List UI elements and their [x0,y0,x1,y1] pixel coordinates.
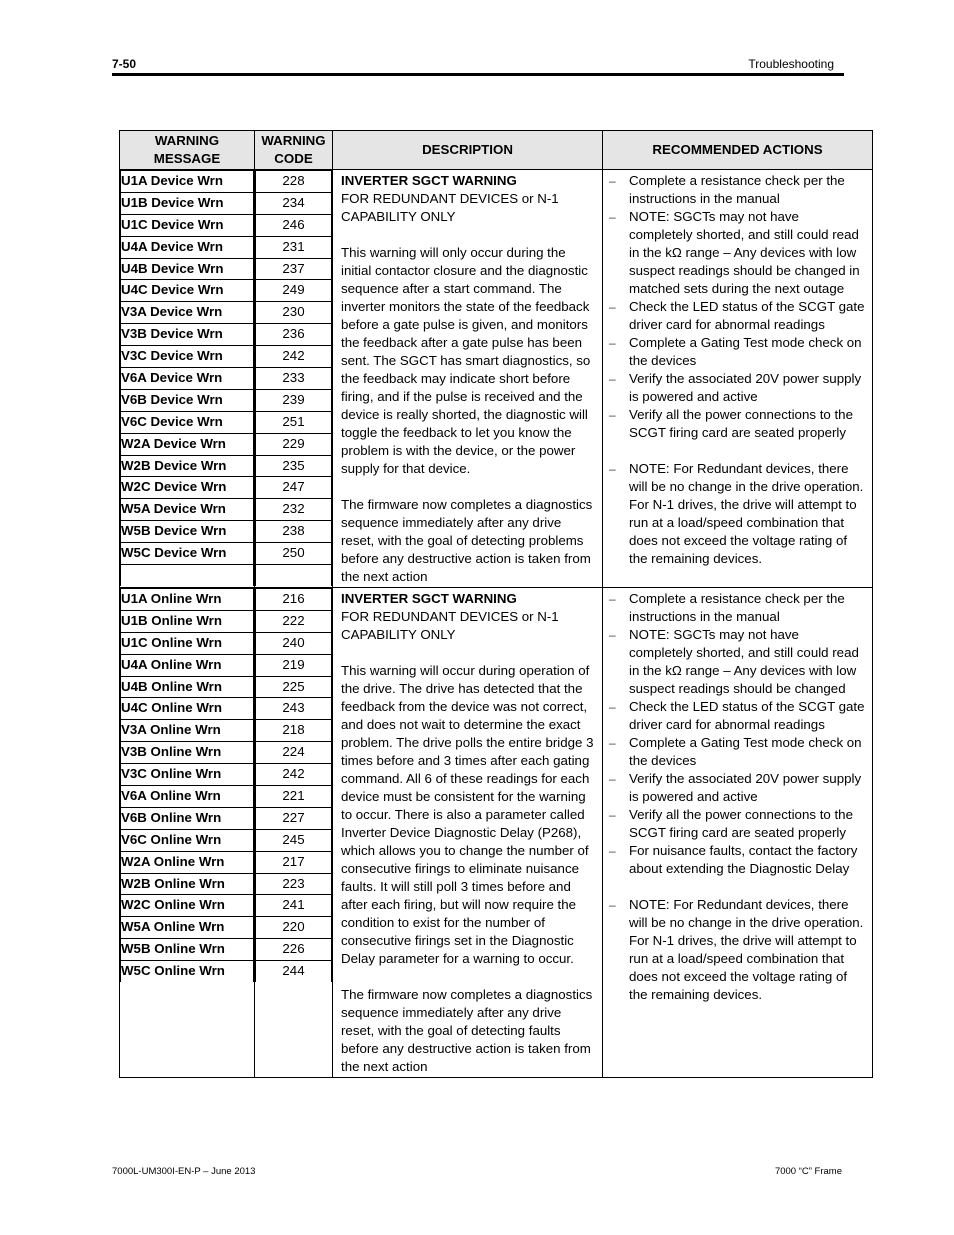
warning-code: 220 [256,917,332,939]
description-cell [333,170,603,588]
action-item [609,806,866,842]
warning-code: 244 [256,961,332,982]
warning-code: 234 [256,192,332,214]
warning-message: W5A Device Wrn [121,499,254,521]
warning-message: V3A Online Wrn [121,720,254,742]
warning-code [256,565,332,586]
action-text: Check the LED status of the SCGT gate driver card for abnormal readings [629,699,865,732]
header-rule [112,73,844,76]
warning-message: U4B Device Wrn [121,258,254,280]
action-text: For nuisance faults, contact the factory about extending the Diagnostic Delay [629,843,858,876]
action-item [609,370,866,406]
action-text: NOTE: For Redundant devices, there will be no change in the drive operation. For N-1 drives, the drive will attempt to run at a load/speed combination that does not exceed the voltage rating of the remaining devices. [629,897,864,1002]
bullet-dash-icon: – [609,700,616,714]
warning-code: 243 [256,698,332,720]
col-header-actions: RECOMMENDED ACTIONS [603,131,873,170]
warning-code: 242 [256,764,332,786]
col-header-code: WARNING CODE [255,131,333,170]
description-title: INVERTER SGCT WARNING [341,591,517,606]
description-paragraph: The firmware now completes a diagnostics sequence immediately after any drive reset, with the goal of detecting faults before any destructive action is taken from the next action [341,987,593,1074]
warning-code: 241 [256,895,332,917]
warning-message: V3B Device Wrn [121,324,254,346]
warning-code: 226 [256,939,332,961]
warning-group-row [120,588,873,1078]
action-item [609,334,866,370]
message-list-cell [120,170,255,588]
warning-code: 230 [256,302,332,324]
table-header-row [120,131,873,170]
warning-message: V6B Device Wrn [121,389,254,411]
warning-code: 250 [256,543,332,565]
action-item [609,298,866,334]
action-item [609,770,866,806]
warning-code: 231 [256,236,332,258]
action-item [609,626,866,698]
col-header-description: DESCRIPTION [333,131,603,170]
warning-table [119,130,873,1078]
description-cell [333,588,603,1078]
warning-message: U4C Online Wrn [121,698,254,720]
warning-message: V3B Online Wrn [121,742,254,764]
action-text: Complete a resistance check per the instructions in the manual [629,591,845,624]
description-paragraph: This warning will occur during operation of the drive. The drive has detected that the feedback from the device was not correct, and does not wait to determine the exact problem. The drive polls the entire bridge 3 times before and 3 times after each gating command. All 6 of these readings for each device must be consistent for the warning to occur. There is also a parameter called Inverter Device Diagnostic Delay (P268), which allows you to change the number of consecutive firings to eliminate nuisance faults. It will still poll 3 times before and after each firing, but will now require the condition to exist for the number of consecutive firings set in the Diagnostic Delay parameter for a warning to occur. [341,663,594,966]
warning-code: 223 [256,873,332,895]
warning-code: 224 [256,742,332,764]
warning-code: 233 [256,368,332,390]
bullet-dash-icon: – [609,372,616,386]
warning-code: 235 [256,455,332,477]
warning-message: V6B Online Wrn [121,807,254,829]
bullet-dash-icon: – [609,592,616,606]
description-paragraph: This warning will only occur during the initial contactor closure and the diagnostic sequence after a start command. The inverter monitors the state of the feedback before a gate pulse is given, and monitors the feedback after a gate pulse has been sent. The SGCT has smart diagnostics, so the feedback may indicate short before firing, and if the pulse is received and the device is really shorted, the diagnostic will toggle the feedback to let you know the problem is with the device, or the power supply for that device. [341,245,591,476]
warning-message: U1B Online Wrn [121,610,254,632]
warning-message: W2B Device Wrn [121,455,254,477]
warning-code: 237 [256,258,332,280]
footer-doc-id: 7000L-UM300I-EN-P – June 2013 [112,1166,256,1177]
action-item [609,896,866,1004]
action-text: Verify the associated 20V power supply is powered and active [629,771,862,804]
action-item [609,842,866,878]
warning-message: V3C Device Wrn [121,346,254,368]
warning-message: U1C Online Wrn [121,632,254,654]
warning-code: 242 [256,346,332,368]
warning-message [121,565,254,586]
action-text: NOTE: SGCTs may not have completely shorted, and still could read in the kΩ range – Any devices with low suspect readings should be changed in matched sets during the next outage [629,209,860,296]
warning-code: 245 [256,829,332,851]
action-item [609,734,866,770]
action-text: Verify all the power connections to the SCGT firing card are seated properly [629,407,853,440]
warning-code: 251 [256,411,332,433]
warning-message: W5A Online Wrn [121,917,254,939]
bullet-dash-icon: – [609,628,616,642]
bullet-dash-icon: – [609,462,616,476]
bullet-dash-icon: – [609,174,616,188]
warning-message: W5B Device Wrn [121,521,254,543]
warning-message: W2A Device Wrn [121,433,254,455]
action-text: Complete a resistance check per the instructions in the manual [629,173,845,206]
message-list-cell [120,588,255,1078]
bullet-dash-icon: – [609,408,616,422]
page-number: 7-50 [112,57,137,71]
warning-message: W2C Online Wrn [121,895,254,917]
col-header-message: WARNING MESSAGE [120,131,255,170]
action-text: Verify the associated 20V power supply is powered and active [629,371,862,404]
warning-message: W2A Online Wrn [121,851,254,873]
warning-message: U4A Online Wrn [121,654,254,676]
action-text: Check the LED status of the SCGT gate driver card for abnormal readings [629,299,865,332]
warning-code: 225 [256,676,332,698]
warning-code: 217 [256,851,332,873]
warning-code: 229 [256,433,332,455]
code-list-cell [255,170,333,588]
action-text: Verify all the power connections to the SCGT firing card are seated properly [629,807,853,840]
warning-code: 246 [256,214,332,236]
warning-message: U4A Device Wrn [121,236,254,258]
bullet-dash-icon: – [609,210,616,224]
warning-message: U4B Online Wrn [121,676,254,698]
action-item [609,406,866,442]
description-subtitle: FOR REDUNDANT DEVICES or N-1 CAPABILITY ONLY [341,191,559,224]
warning-code: 218 [256,720,332,742]
code-list-cell [255,588,333,1078]
description-paragraph: The firmware now completes a diagnostics sequence immediately after any drive reset, with the goal of detecting problems before any destructive action is taken from the next action [341,497,593,584]
warning-message: U1B Device Wrn [121,192,254,214]
bullet-dash-icon: – [609,300,616,314]
action-item [609,460,866,568]
action-text: NOTE: SGCTs may not have completely shorted, and still could read in the kΩ range – Any devices with low suspect readings should be changed [629,627,859,696]
warning-code: 240 [256,632,332,654]
warning-message: U1C Device Wrn [121,214,254,236]
warning-message: V3A Device Wrn [121,302,254,324]
warning-code: 236 [256,324,332,346]
action-text: NOTE: For Redundant devices, there will be no change in the drive operation. For N-1 drives, the drive will attempt to run at a load/speed combination that does not exceed the voltage rating of the remaining devices. [629,461,864,566]
description-title: INVERTER SGCT WARNING [341,173,517,188]
warning-code: 238 [256,521,332,543]
warning-code: 222 [256,610,332,632]
warning-message: W2C Device Wrn [121,477,254,499]
warning-code: 247 [256,477,332,499]
warning-message: U1A Online Wrn [121,589,254,611]
bullet-dash-icon: – [609,898,616,912]
warning-code: 227 [256,807,332,829]
bullet-dash-icon: – [609,844,616,858]
warning-message: V3C Online Wrn [121,764,254,786]
bullet-dash-icon: – [609,736,616,750]
bullet-dash-icon: – [609,336,616,350]
section-title: Troubleshooting [748,57,834,71]
action-item [609,698,866,734]
actions-cell [603,170,873,588]
actions-cell [603,588,873,1078]
warning-code: 221 [256,786,332,808]
warning-code: 216 [256,589,332,611]
warning-code: 239 [256,389,332,411]
action-item [609,590,866,626]
description-subtitle: FOR REDUNDANT DEVICES or N-1 CAPABILITY ONLY [341,609,559,642]
warning-message: V6A Online Wrn [121,786,254,808]
warning-group-row [120,170,873,588]
footer-product: 7000 “C” Frame [774,1166,842,1177]
warning-message: W5C Device Wrn [121,543,254,565]
action-text: Complete a Gating Test mode check on the devices [629,735,862,768]
action-item [609,172,866,208]
action-item [609,208,866,298]
warning-message: U4C Device Wrn [121,280,254,302]
warning-message: V6A Device Wrn [121,368,254,390]
warning-message: V6C Device Wrn [121,411,254,433]
warning-message: U1A Device Wrn [121,171,254,193]
bullet-dash-icon: – [609,808,616,822]
warning-message: W5C Online Wrn [121,961,254,982]
warning-code: 219 [256,654,332,676]
bullet-dash-icon: – [609,772,616,786]
warning-code: 228 [256,171,332,193]
warning-message: V6C Online Wrn [121,829,254,851]
warning-code: 249 [256,280,332,302]
warning-message: W2B Online Wrn [121,873,254,895]
warning-code: 232 [256,499,332,521]
action-text: Complete a Gating Test mode check on the devices [629,335,862,368]
warning-message: W5B Online Wrn [121,939,254,961]
